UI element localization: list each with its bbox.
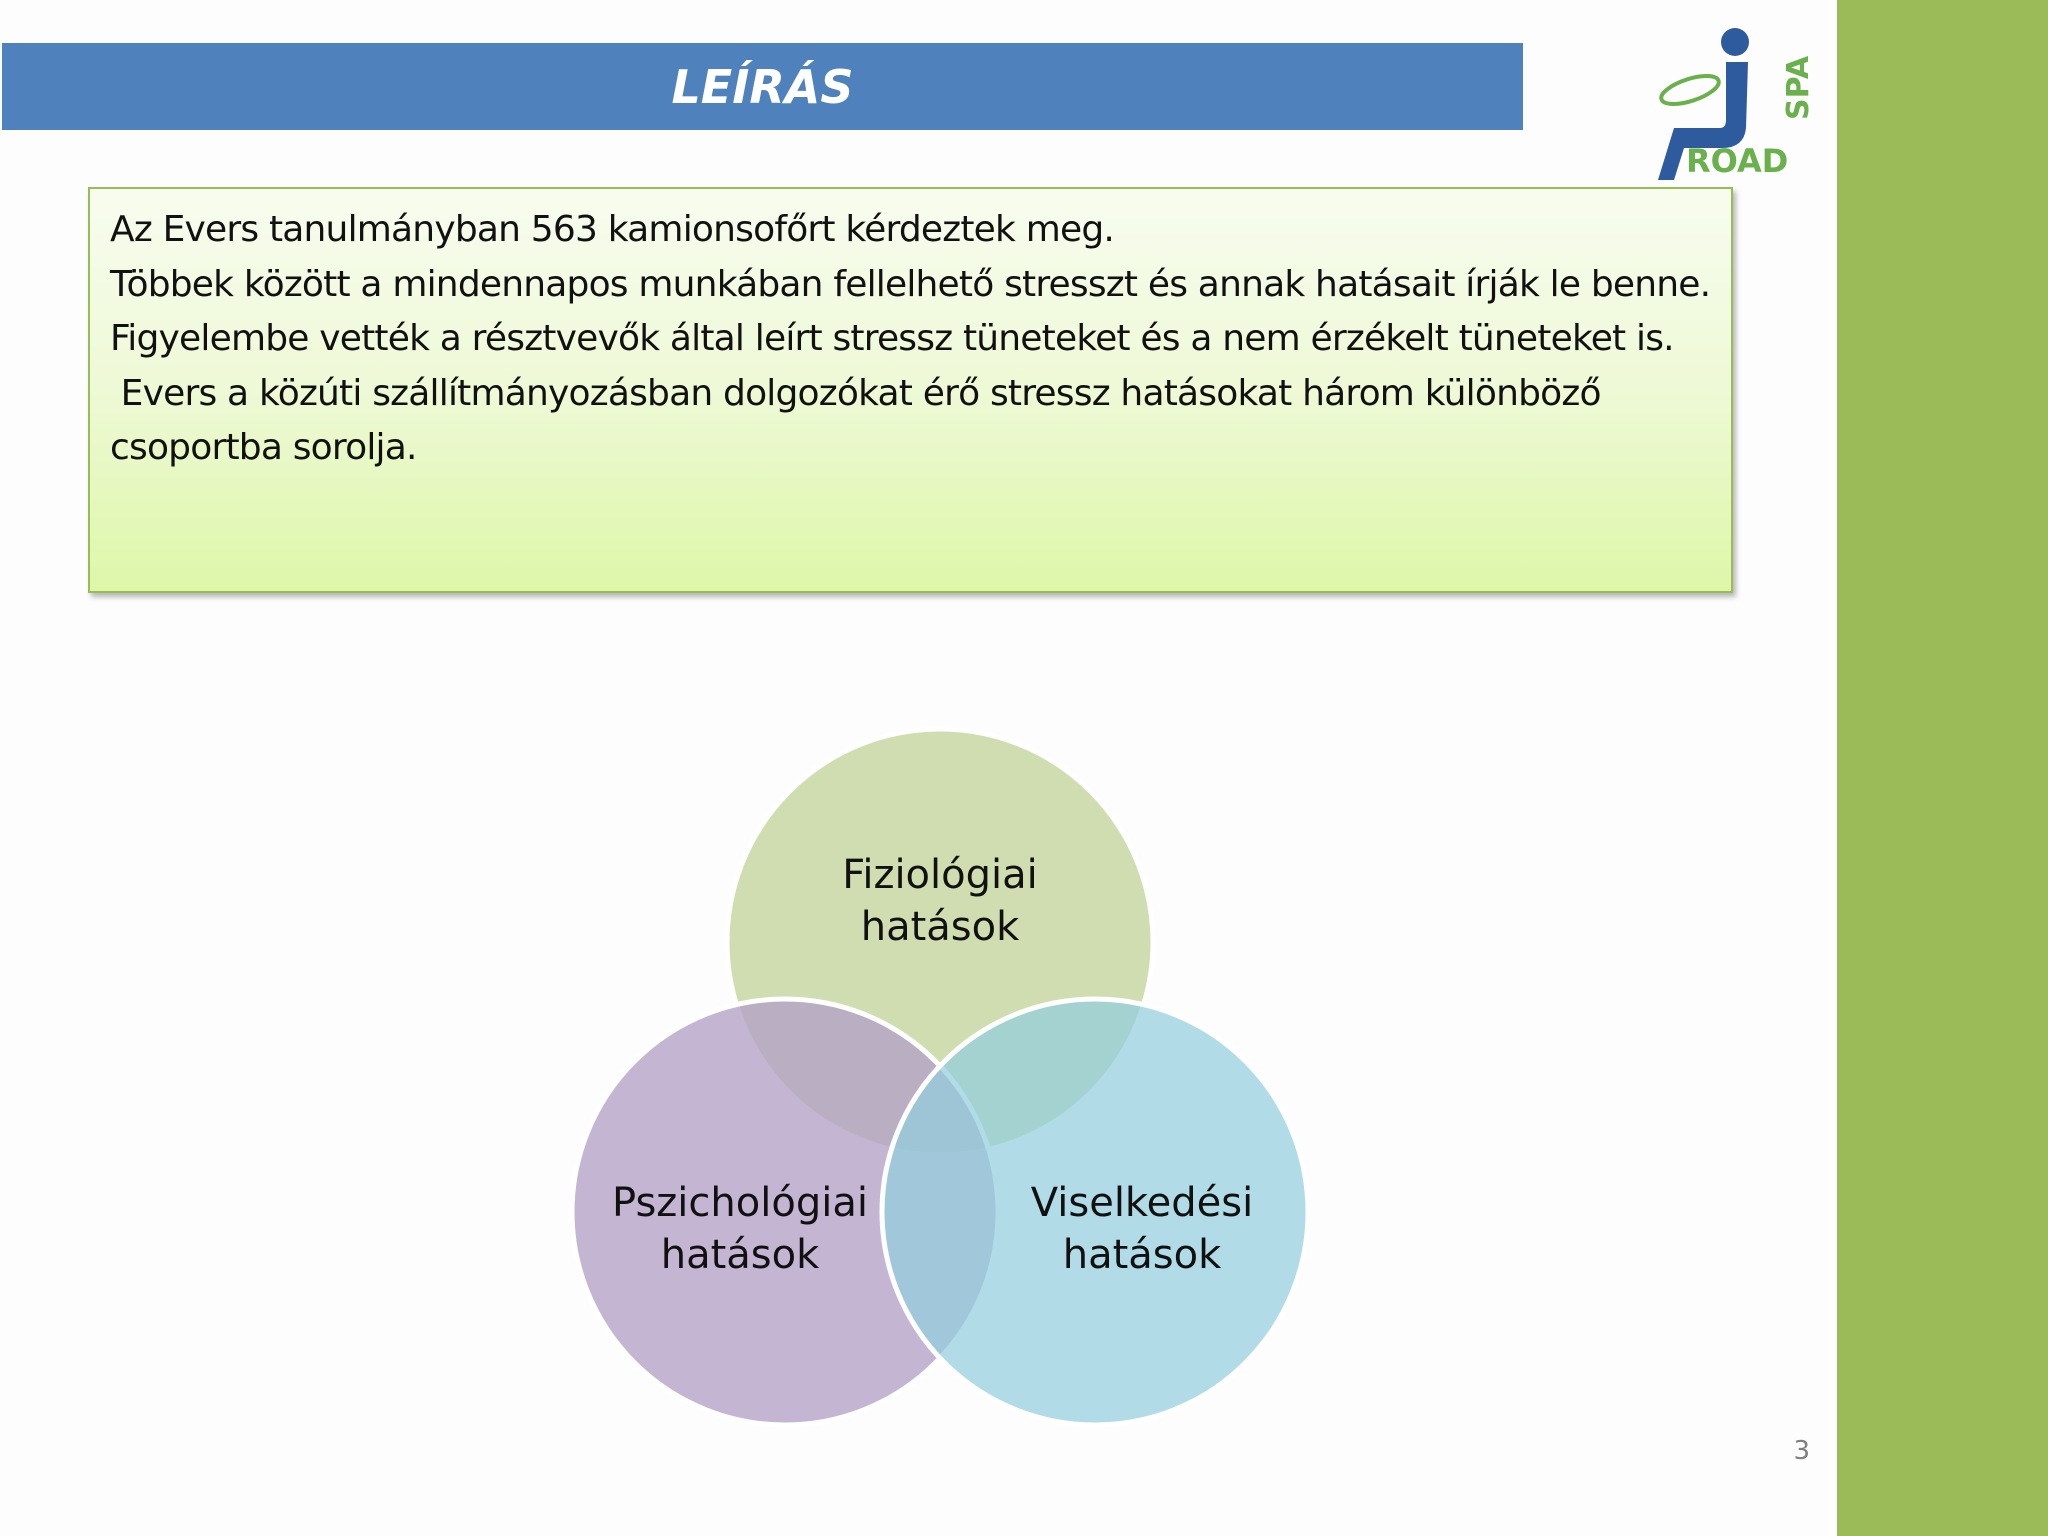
logo-road-text: ROAD — [1686, 142, 1789, 180]
logo-halo-icon — [1658, 70, 1722, 109]
logo-head-icon — [1721, 28, 1749, 56]
page-number: 3 — [1793, 1436, 1810, 1466]
slide-title: LEÍRÁS — [671, 59, 854, 114]
description-box — [88, 187, 1733, 593]
venn-label-psychological-line2: hatások — [660, 1232, 820, 1278]
description-paragraph-3: Figyelembe vették a résztvevők által leírt stressz tüneteket és a nem érzékelt tüneteket is. — [110, 318, 1674, 359]
venn-label-behavioral-line2: hatások — [1062, 1232, 1222, 1278]
right-accent-band — [1830, 0, 2048, 1536]
description-paragraph-4: Evers a közúti szállítmányozásban dolgozókat érő stressz hatásokat három különböző csoportba sorolja. — [110, 372, 1612, 468]
description-paragraph-1: Az Evers tanulmányban 563 kamionsofőrt kérdeztek meg. — [110, 209, 1115, 250]
venn-label-physiological-line2: hatások — [860, 904, 1020, 950]
road-spa-logo — [1640, 20, 1820, 185]
title-bar — [2, 43, 1523, 130]
venn-label-behavioral-line1: Viselkedési — [1030, 1180, 1254, 1226]
venn-label-psychological-line1: Pszichológiai — [612, 1180, 868, 1226]
venn-diagram — [560, 720, 1320, 1440]
venn-label-physiological-line1: Fiziológiai — [842, 852, 1038, 898]
description-paragraph-2: Többek között a mindennapos munkában fellelhető stresszt és annak hatásait írják le benne. — [110, 263, 1711, 305]
logo-spa-text: SPA — [1781, 55, 1816, 120]
